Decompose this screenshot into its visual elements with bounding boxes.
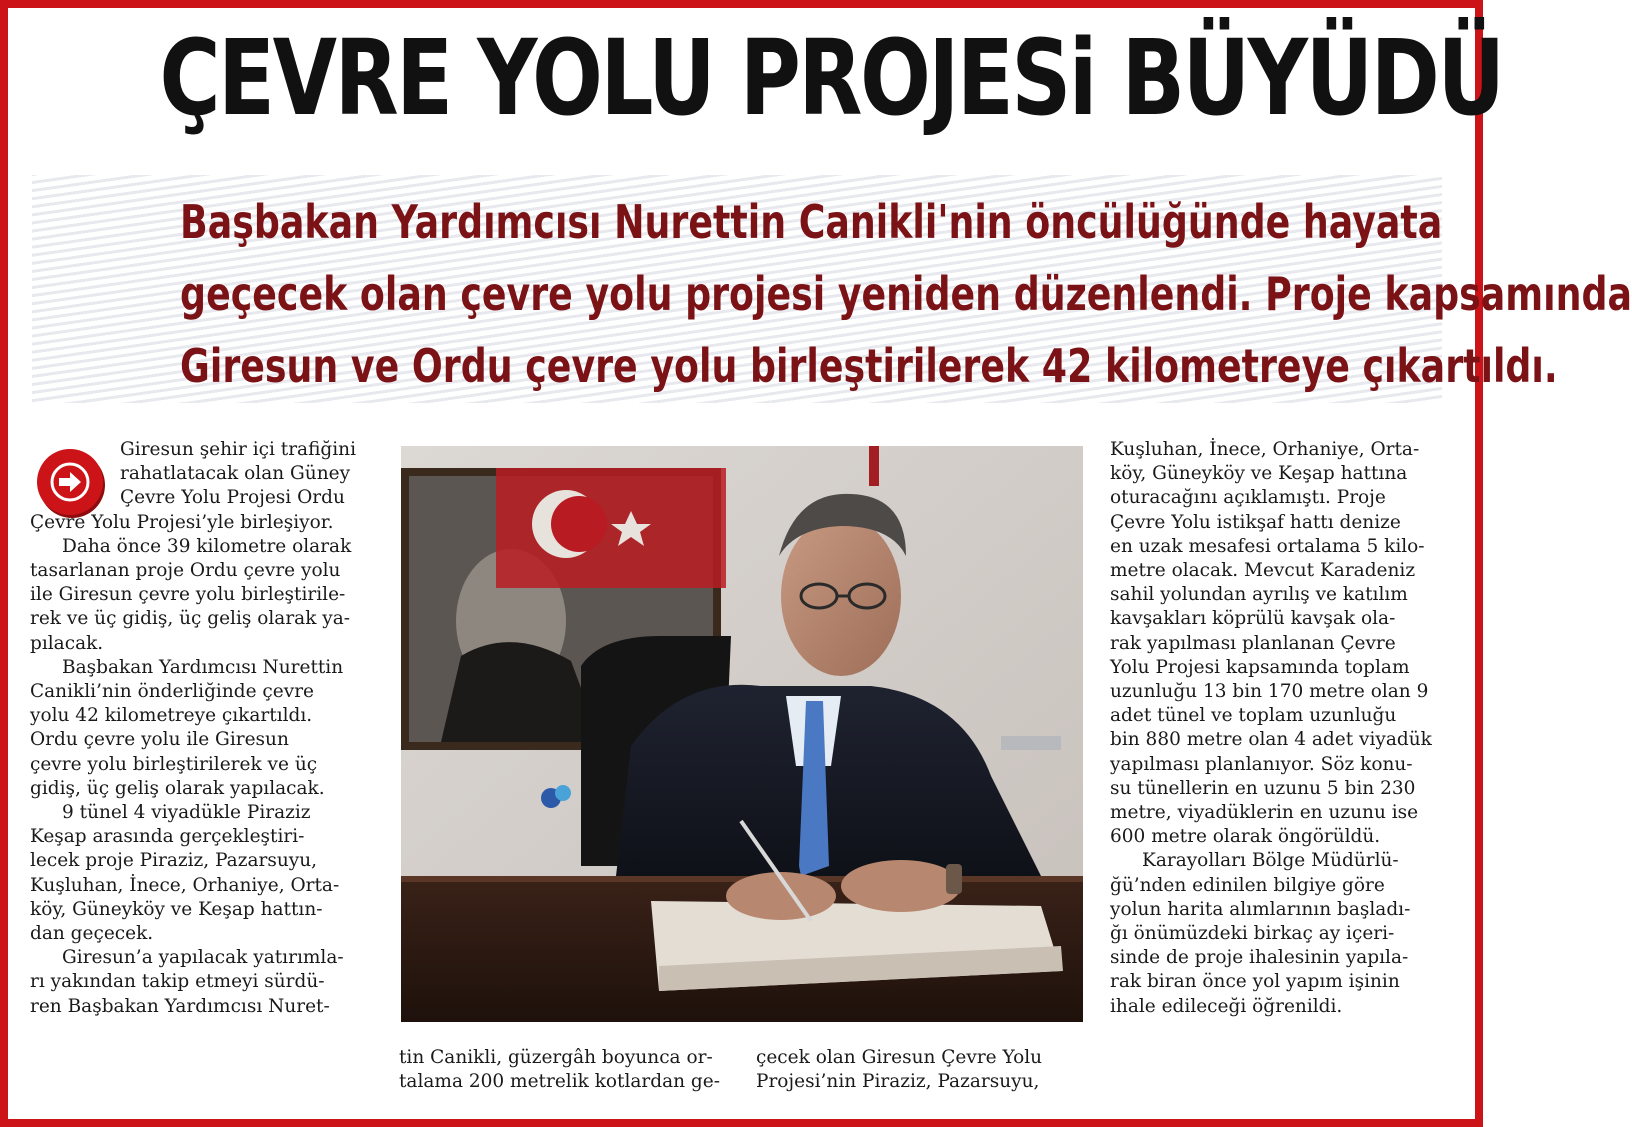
- text-line: ren Başbakan Yardımcısı Nuret-: [30, 995, 330, 1017]
- text-line: sahil yolundan ayrılış ve katılım: [1110, 584, 1408, 606]
- text-line: çecek olan Giresun Çevre Yolu: [756, 1047, 1043, 1068]
- text-line: köy, Güneyköy ve Keşap hattın-: [30, 898, 323, 920]
- text-line: Kuşluhan, İnece, Orhaniye, Orta-: [1110, 439, 1420, 460]
- article-column-2: [399, 1046, 719, 1094]
- text-line: Keşap arasında gerçekleştiri-: [30, 826, 305, 848]
- text-line: Karayolları Bölge Müdürlü-: [1142, 850, 1399, 872]
- text-line: su tünellerin en uzunu 5 bin 230: [1110, 777, 1416, 799]
- text-line: yolun harita alımlarının başladı-: [1110, 898, 1411, 920]
- text-line: 9 tünel 4 viyadükle Piraziz: [62, 802, 311, 824]
- text-line: lecek proje Piraziz, Pazarsuyu,: [30, 850, 317, 872]
- text-line: köy, Güneyköy ve Keşap hattına: [1110, 463, 1408, 485]
- text-line: Ordu çevre yolu ile Giresun: [30, 729, 289, 751]
- text-line: ğı önümüzdeki birkaç ay içeri-: [1110, 923, 1395, 945]
- text-line: Projesi’nin Piraziz, Pazarsuyu,: [756, 1071, 1040, 1093]
- text-line: Yolu Projesi kapsamında toplam: [1110, 656, 1410, 678]
- article-column-3-top: [756, 1046, 1086, 1094]
- text-line: sinde de proje ihalesinin yapıla-: [1110, 947, 1409, 969]
- text-line: yapılması planlanıyor. Söz konu-: [1110, 753, 1413, 775]
- text-line: tin Canikli, güzergâh boyunca or-: [399, 1047, 713, 1068]
- text-line: en uzak mesafesi ortalama 5 kilo-: [1110, 535, 1425, 557]
- text-line: Giresun’a yapılacak yatırımla-: [62, 947, 344, 969]
- text-line: ihale edileceği öğrenildi.: [1110, 995, 1343, 1017]
- text-line: pılacak.: [30, 632, 104, 654]
- text-line: ğü’nden edinilen bilgiye göre: [1110, 874, 1385, 896]
- text-line: ile Giresun çevre yolu birleştirile-: [30, 584, 346, 606]
- text-line: Daha önce 39 kilometre olarak: [62, 535, 352, 557]
- text-line: kavşakları köprülü kavşak ola-: [1110, 608, 1396, 630]
- text-line: Çevre Yolu istikşaf hattı denize: [1110, 511, 1401, 533]
- text-line: metre, viyadüklerin en uzunu ise: [1110, 802, 1419, 824]
- text-line: Çevre Yolu Projesi Ordu: [120, 487, 345, 509]
- text-line: yolu 42 kilometreye çıkartıldı.: [30, 705, 313, 727]
- text-line: Kuşluhan, İnece, Orhaniye, Orta-: [30, 874, 340, 896]
- photo: [401, 446, 1083, 1022]
- text-line: rak biran önce yol yapım işinin: [1110, 971, 1400, 993]
- text-line: rı yakından takip etmeyi sürdü-: [30, 971, 325, 993]
- text-line: çevre yolu birleştirilerek ve üç: [30, 753, 318, 775]
- text-line: rek ve üç gidiş, üç geliş olarak ya-: [30, 608, 351, 630]
- deck-line: Giresun ve Ordu çevre yolu birleştirilerek 42 kilometreye çıkartıldı.: [180, 339, 1558, 393]
- text-line: 600 metre olarak öngörüldü.: [1110, 826, 1381, 848]
- deck: [32, 175, 1632, 403]
- text-line: Giresun şehir içi trafiğini: [120, 439, 357, 460]
- article-column-1: [30, 438, 366, 1019]
- text-line: gidiş, üç geliş olarak yapılacak.: [30, 777, 325, 799]
- text-line: Çevre Yolu Projesi’yle birleşiyor.: [30, 511, 334, 533]
- text-line: tasarlanan proje Ordu çevre yolu: [30, 560, 341, 582]
- text-line: Başbakan Yardımcısı Nurettin: [62, 656, 344, 678]
- headline: ÇEVRE YOLU PROJESi BÜYÜDÜ: [159, 17, 1503, 139]
- text-line: metre olacak. Mevcut Karadeniz: [1110, 560, 1416, 582]
- text-line: rahatlatacak olan Güney: [120, 463, 351, 485]
- deck-line: geçecek olan çevre yolu projesi yeniden düzenlendi. Proje kapsamında: [180, 267, 1632, 321]
- text-line: uzunluğu 13 bin 170 metre olan 9: [1110, 681, 1429, 703]
- text-line: oturacağını açıklamıştı. Proje: [1110, 487, 1386, 509]
- text-line: bin 880 metre olan 4 adet viyadük: [1110, 729, 1432, 751]
- text-line: talama 200 metrelik kotlardan ge-: [399, 1071, 720, 1093]
- article-column-3: [1110, 438, 1443, 1019]
- text-line: adet tünel ve toplam uzunluğu: [1110, 705, 1397, 727]
- text-line: Canikli’nin önderliğinde çevre: [30, 681, 314, 703]
- text-line: dan geçecek.: [30, 923, 154, 945]
- text-line: rak yapılması planlanan Çevre: [1110, 632, 1396, 654]
- deck-line: Başbakan Yardımcısı Nurettin Canikli'nin öncülüğünde hayata: [180, 195, 1443, 249]
